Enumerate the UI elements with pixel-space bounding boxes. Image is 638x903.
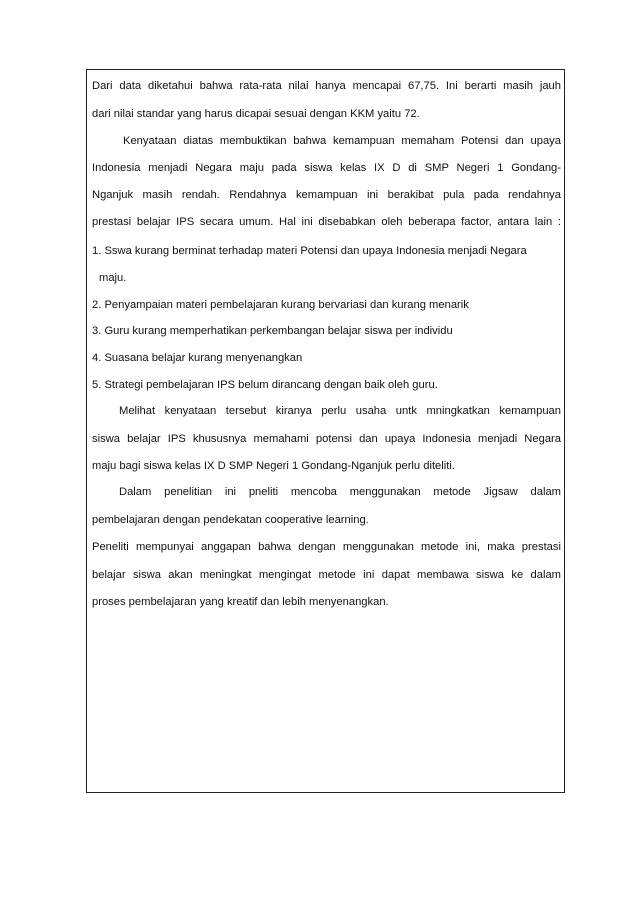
text-line: pembelajaran dengan pendekatan cooperative learning.: [92, 514, 369, 526]
list-item: 3. Guru kurang memperhatikan perkembangan belajar siswa per individu: [92, 325, 453, 337]
list-item-continuation: maju.: [99, 272, 127, 284]
list-item: 4. Suasana belajar kurang menyenangkan: [92, 352, 303, 364]
text-line: Indonesia menjadi Negara maju pada siswa kelas IX D di SMP Negeri 1 Gondang-: [92, 162, 561, 174]
text-line: dari nilai standar yang harus dicapai sesuai dengan KKM yaitu 72.: [92, 108, 420, 120]
text-line: Melihat kenyataan tersebut kiranya perlu usaha untk mningkatkan kemampuan: [119, 405, 561, 417]
text-line: belajar siswa akan meningkat mengingat metode ini dapat membawa siswa ke dalam: [92, 569, 561, 581]
list-item: 1. Sswa kurang berminat terhadap materi Potensi dan upaya Indonesia menjadi Negara: [92, 245, 527, 257]
text-line: prestasi belajar IPS secara umum. Hal ini disebabkan oleh beberapa factor, antara lain :: [92, 216, 561, 228]
text-line: Kenyataan diatas membuktikan bahwa kemampuan memaham Potensi dan upaya: [123, 135, 561, 147]
text-line: Dari data diketahui bahwa rata-rata nilai hanya mencapai 67,75. Ini berarti masih jauh: [92, 80, 561, 92]
text-line: Dalam penelitian ini pneliti mencoba menggunakan metode Jigsaw dalam: [119, 486, 561, 498]
document-frame: [86, 69, 565, 793]
text-line: siswa belajar IPS khususnya memahami potensi dan upaya Indonesia menjadi Negara: [92, 433, 561, 445]
list-item: 5. Strategi pembelajaran IPS belum dirancang dengan baik oleh guru.: [92, 379, 438, 391]
text-line: maju bagi siswa kelas IX D SMP Negeri 1 Gondang-Nganjuk perlu diteliti.: [92, 460, 455, 472]
list-item: 2. Penyampaian materi pembelajaran kurang bervariasi dan kurang menarik: [92, 299, 469, 311]
text-line: Peneliti mempunyai anggapan bahwa dengan menggunakan metode ini, maka prestasi: [92, 541, 561, 553]
text-line: Nganjuk masih rendah. Rendahnya kemampuan ini berakibat pula pada rendahnya: [92, 189, 561, 201]
text-line: proses pembelajaran yang kreatif dan lebih menyenangkan.: [92, 596, 389, 608]
